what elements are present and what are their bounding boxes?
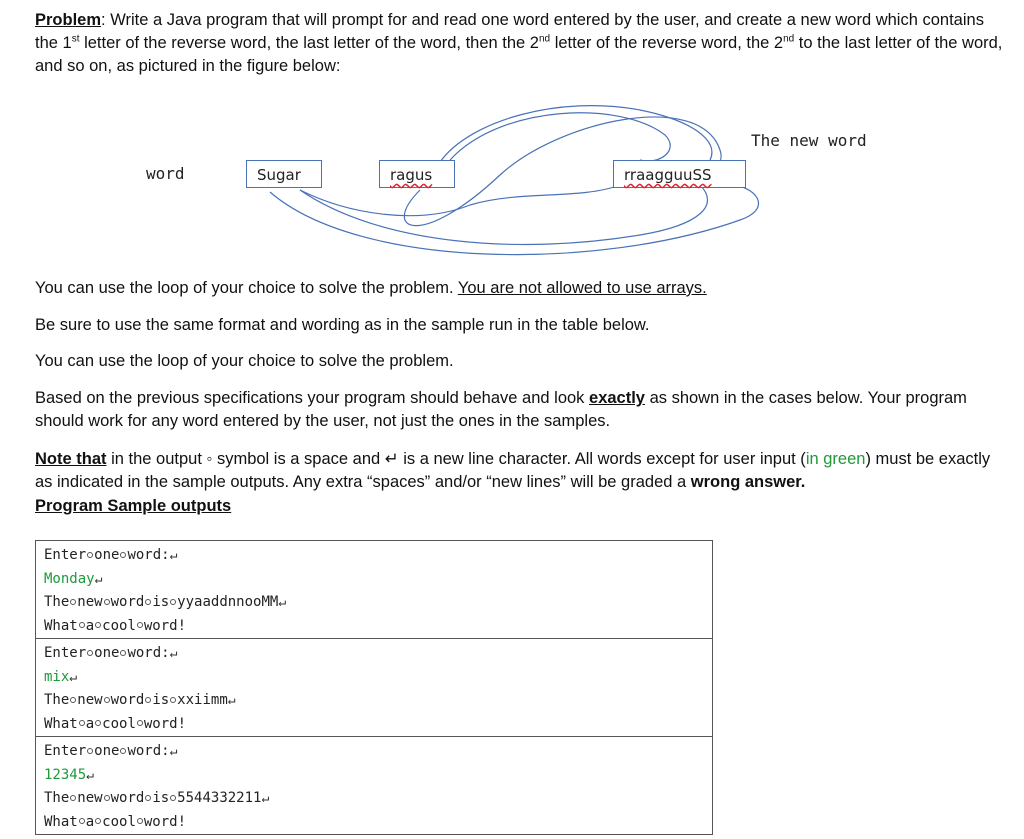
space-marker-icon — [87, 650, 93, 656]
paragraph-loop-1 — [35, 277, 1010, 300]
newline-marker-icon: ↵ — [169, 646, 178, 661]
space-marker-icon — [70, 697, 76, 703]
loop-text: You can use the loop of your choice to solve the problem. — [35, 279, 458, 297]
sample-run-row — [36, 541, 713, 639]
space-marker-icon — [137, 818, 143, 824]
problem-text-1: : Write a Java program that will prompt for and read one word entered by the user, and create a new word which contains the 1 — [35, 11, 984, 52]
box-reverse-text: ragus — [390, 166, 433, 184]
box-word-text: Sugar — [257, 166, 301, 184]
space-marker-icon — [137, 720, 143, 726]
space-marker-icon — [87, 552, 93, 558]
user-input-line: mix↵ — [44, 668, 78, 685]
space-marker-icon — [87, 748, 93, 754]
newline-marker-icon: ↵ — [169, 548, 178, 563]
space-marker-icon — [70, 599, 76, 605]
note-text-4: ) must be exactly as indicated in the sample outputs. Any extra “spaces” and/or “new lines” will be graded a — [35, 450, 991, 491]
box-reverse — [379, 160, 455, 188]
newline-marker-icon: ↵ — [86, 767, 94, 783]
space-marker-icon — [104, 599, 110, 605]
space-marker-icon — [79, 622, 85, 628]
paragraph-spec — [35, 387, 1010, 433]
space-marker-icon — [145, 697, 151, 703]
word-label: word — [146, 164, 185, 183]
problem-text-3: letter of the reverse word, the 2 — [550, 34, 784, 52]
note-green-text: in green — [805, 450, 866, 468]
note-text-1: in the output — [106, 450, 207, 468]
note-label: Note that — [35, 450, 107, 468]
prompt-line: Enter one word:↵ — [44, 547, 178, 563]
box-result — [613, 160, 746, 188]
space-marker-icon — [120, 748, 126, 754]
space-marker-icon — [145, 795, 151, 801]
space-marker-icon — [170, 795, 176, 801]
newline-marker-icon: ↵ — [69, 669, 78, 685]
sample-run-row — [36, 737, 713, 835]
closing-line: What a cool word! — [44, 617, 187, 634]
arrow-curve-4 — [440, 106, 712, 162]
prompt-line: Enter one word:↵ — [44, 645, 178, 661]
newline-symbol-icon: ↵ — [384, 450, 399, 468]
box-word — [246, 160, 322, 188]
problem-text-4: to the last letter of the word, and so on, as pictured in the figure below: — [35, 34, 1003, 75]
ordinal-sup-3: nd — [783, 33, 795, 45]
result-line: The new word is 5544332211↵ — [44, 790, 270, 806]
sample-run-cell — [36, 639, 713, 737]
sample-heading: Program Sample outputs — [35, 497, 232, 515]
space-symbol-icon: ◦ — [206, 450, 213, 468]
sample-run-row — [36, 639, 713, 737]
space-marker-icon — [137, 622, 143, 628]
box-result-text: rraagguuSS — [624, 166, 712, 184]
newline-marker-icon: ↵ — [227, 693, 236, 708]
user-input-line: Monday↵ — [44, 570, 103, 587]
closing-line: What a cool word! — [44, 715, 187, 732]
spec-text-2: as shown in the cases below. Your program should work for any word entered by the user, not just the ones in the samples. — [35, 389, 967, 430]
arrow-curve-6 — [300, 185, 620, 216]
newline-marker-icon: ↵ — [278, 595, 287, 610]
space-marker-icon — [95, 818, 101, 824]
result-line: The new word is yyaaddnnooMM↵ — [44, 594, 287, 610]
space-marker-icon — [120, 650, 126, 656]
result-line: The new word is xxiimm↵ — [44, 692, 236, 708]
paragraph-format: Be sure to use the same format and wording as in the sample run in the table below. — [35, 316, 650, 334]
ordinal-sup-1: st — [71, 33, 80, 45]
user-input-line: 12345↵ — [44, 766, 94, 783]
space-marker-icon — [104, 697, 110, 703]
space-marker-icon — [95, 622, 101, 628]
sample-runs-table — [35, 540, 713, 835]
spec-exactly: exactly — [589, 389, 645, 407]
space-marker-icon — [95, 720, 101, 726]
space-marker-icon — [145, 599, 151, 605]
sample-run-cell — [36, 737, 713, 835]
note-wrong-answer: wrong answer. — [690, 473, 806, 491]
space-marker-icon — [79, 818, 85, 824]
paragraph-note — [35, 448, 1010, 494]
ordinal-sup-2: nd — [538, 33, 551, 45]
paragraph-loop-2: You can use the loop of your choice to solve the problem. — [35, 352, 454, 370]
spec-text-1: Based on the previous specifications your program should behave and look — [35, 389, 590, 407]
problem-text-2: letter of the reverse word, the last letter of the word, then the 2 — [79, 34, 539, 52]
newline-marker-icon: ↵ — [261, 791, 270, 806]
space-marker-icon — [120, 552, 126, 558]
sample-run-cell — [36, 541, 713, 639]
note-text-2: symbol is a space and — [212, 450, 385, 468]
note-text-3: is a new line character. All words except for user input ( — [398, 450, 806, 468]
closing-line: What a cool word! — [44, 813, 187, 830]
space-marker-icon — [170, 697, 176, 703]
new-word-label: The new word — [751, 131, 867, 150]
space-marker-icon — [170, 599, 176, 605]
newline-marker-icon: ↵ — [94, 571, 103, 587]
arrow-curve-5 — [450, 113, 670, 161]
space-marker-icon — [104, 795, 110, 801]
problem-label: Problem — [35, 11, 102, 29]
no-arrays-text: You are not allowed to use arrays. — [457, 279, 707, 297]
space-marker-icon — [79, 720, 85, 726]
newline-marker-icon: ↵ — [169, 744, 178, 759]
space-marker-icon — [70, 795, 76, 801]
prompt-line: Enter one word:↵ — [44, 743, 178, 759]
